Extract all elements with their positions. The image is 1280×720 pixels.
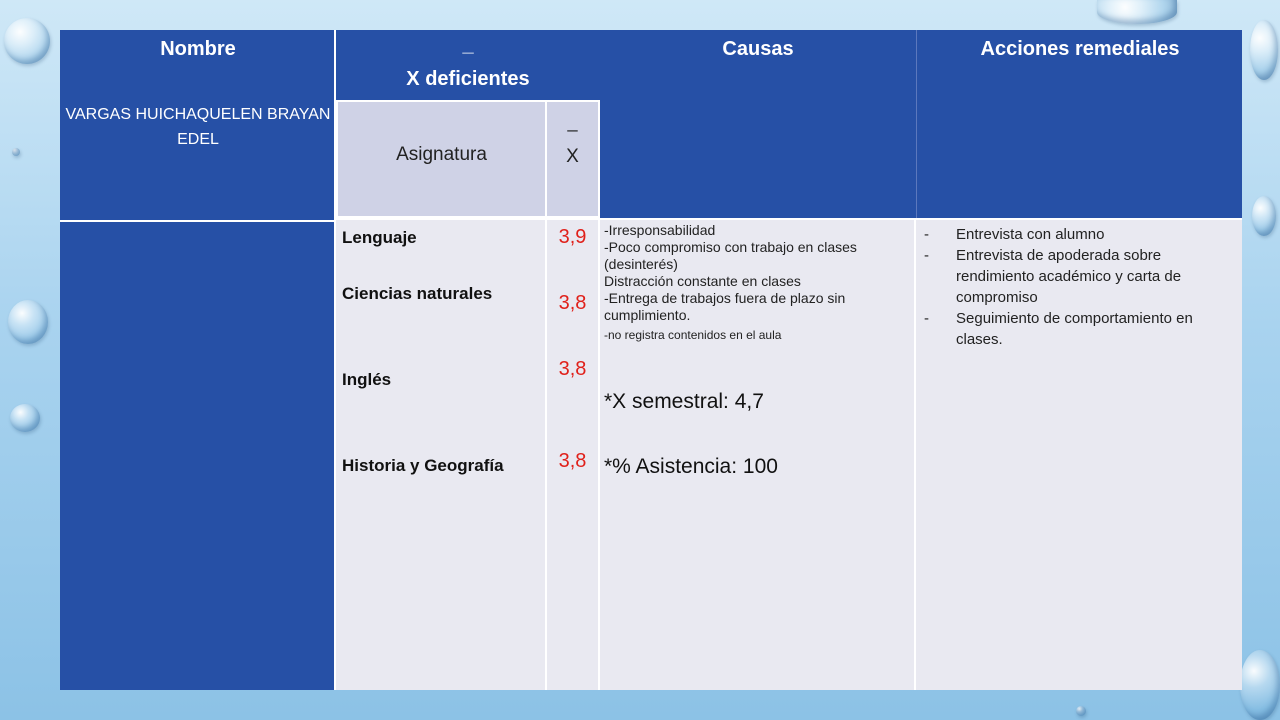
- x-header-cell: [545, 100, 600, 218]
- water-drop-decoration: [1240, 650, 1280, 720]
- water-drop-decoration: [1076, 706, 1086, 716]
- action-item: [924, 245, 1234, 308]
- actions-cell: [916, 218, 1242, 690]
- action-item: [924, 224, 1234, 245]
- water-drop-decoration: [12, 148, 20, 156]
- grades-table: [60, 30, 1242, 690]
- student-name: VARGAS HUICHAQUELEN BRAYAN EDEL: [65, 106, 331, 148]
- water-drop-decoration: [4, 18, 50, 64]
- water-drop-decoration: [1097, 0, 1177, 24]
- causas-header-cell: [600, 30, 916, 218]
- subject-name: Lenguaje: [342, 228, 417, 247]
- subject-grade: 3,8: [558, 292, 587, 314]
- subject-name: Ciencias naturales: [342, 284, 493, 303]
- action-bullet: -: [924, 310, 929, 327]
- average-bar-symbol: _: [462, 34, 474, 56]
- subject-grade: 3,8: [558, 358, 587, 380]
- acciones-label: Acciones remediales: [980, 38, 1180, 60]
- action-text: Entrevista con alumno: [956, 226, 1105, 243]
- action-item: [924, 308, 1234, 350]
- deficientes-header-cell: [336, 30, 600, 100]
- x-bar-symbol: _: [567, 112, 578, 132]
- water-drop-decoration: [10, 404, 40, 432]
- asignatura-header-cell: [336, 100, 545, 218]
- action-text: Seguimiento de comportamiento en clases.: [956, 310, 1193, 348]
- water-drop-decoration: [1250, 20, 1278, 80]
- water-drop-decoration: [8, 300, 48, 344]
- asignatura-label: Asignatura: [396, 144, 487, 165]
- water-drop-decoration: [1252, 196, 1276, 236]
- grades-cell: [545, 218, 600, 690]
- actions-list: [924, 224, 1234, 350]
- cause-item: -Poco compromiso con trabajo en clases (desinterés): [604, 239, 857, 272]
- subject-name: Historia y Geografía: [342, 456, 504, 475]
- causes-cell: [600, 218, 916, 690]
- subject-grade: 3,9: [558, 226, 587, 248]
- nombre-header-cell: [60, 30, 336, 220]
- action-bullet: -: [924, 226, 929, 243]
- name-body-cell: [60, 220, 336, 690]
- x-label: X: [566, 146, 579, 167]
- subjects-cell: [336, 218, 545, 690]
- nombre-label: Nombre: [160, 38, 236, 60]
- cause-item: -Irresponsabilidad: [604, 222, 716, 238]
- action-text: Entrevista de apoderada sobre rendimiento académico y carta de compromiso: [956, 247, 1182, 306]
- cause-item: -Entrega de trabajos fuera de plazo sin cumplimiento.: [604, 290, 846, 323]
- cause-item: -no registra contenidos en el aula: [604, 328, 782, 342]
- causes-list: [604, 222, 884, 344]
- acciones-header-cell: [916, 30, 1242, 218]
- semester-average: *X semestral: 4,7: [604, 390, 764, 413]
- subject-name: Inglés: [342, 370, 392, 389]
- causas-label: Causas: [722, 38, 794, 60]
- deficientes-label: X deficientes: [406, 68, 530, 90]
- subject-grade: 3,8: [558, 450, 587, 472]
- action-bullet: -: [924, 247, 929, 264]
- cause-item: Distracción constante en clases: [604, 273, 801, 289]
- attendance: *% Asistencia: 100: [604, 455, 778, 478]
